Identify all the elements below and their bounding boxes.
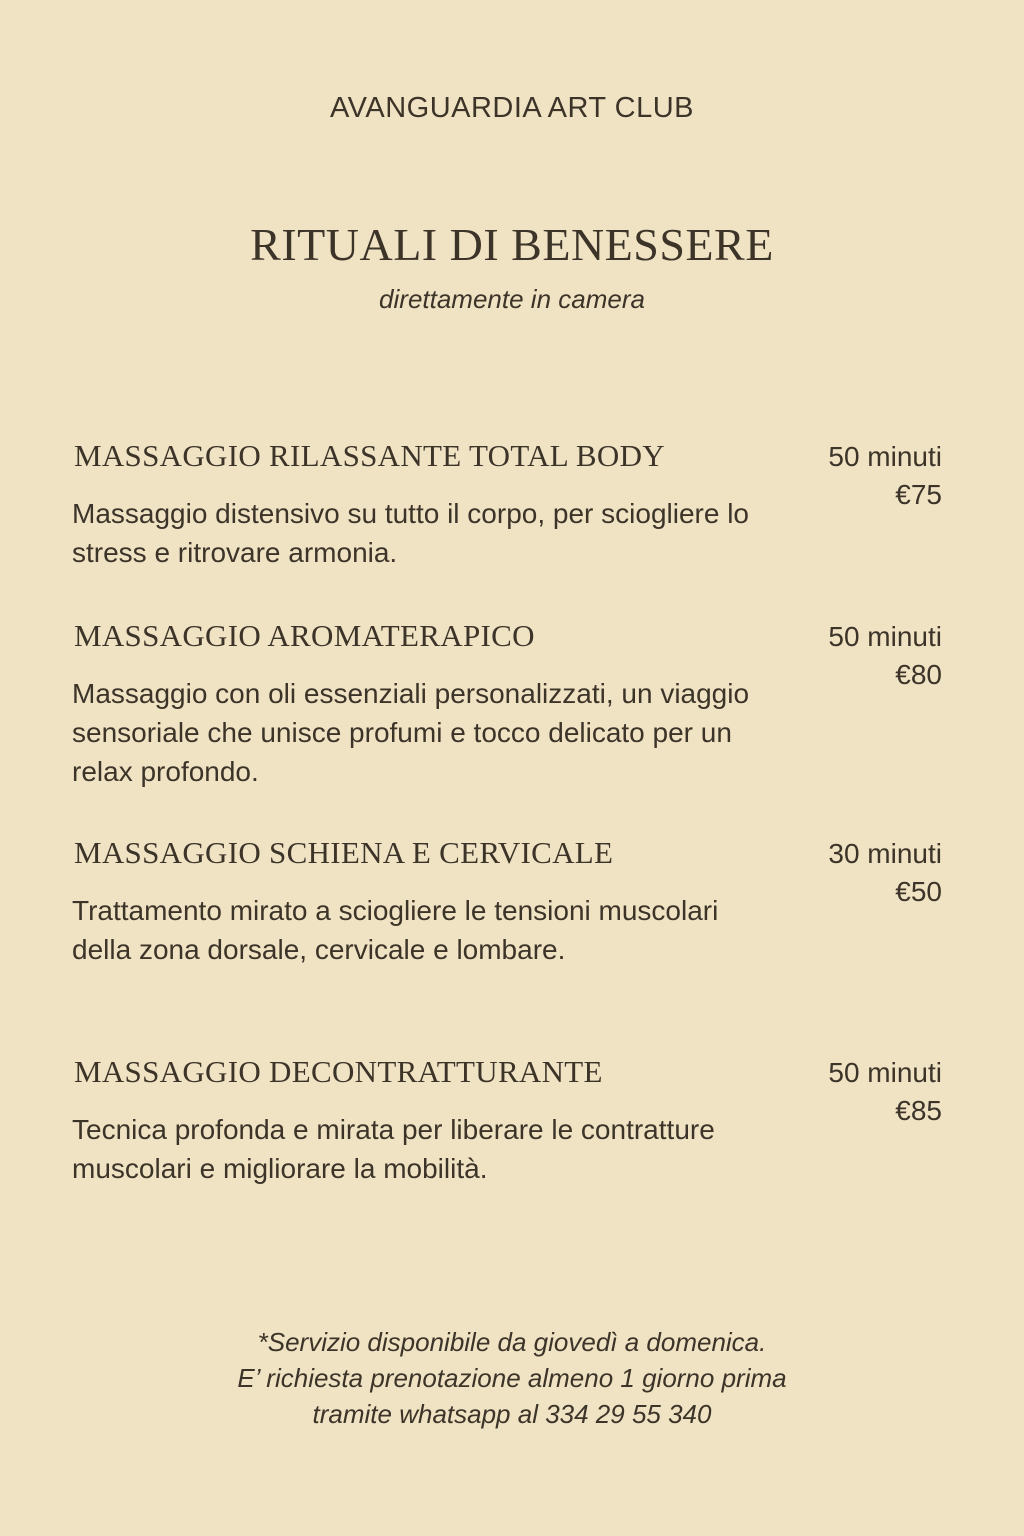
- footer-booking: E’ richiesta prenotazione almeno 1 giorno prima: [237, 1363, 787, 1393]
- treatment-name: MASSAGGIO SCHIENA E CERVICALE: [74, 835, 614, 870]
- treatment-meta: [828, 835, 942, 911]
- treatment-price: €85: [895, 1095, 942, 1126]
- treatment-meta: [828, 1054, 942, 1130]
- treatment-description: Tecnica profonda e mirata per liberare le contratture muscolari e migliorare la mobilità.: [72, 1114, 715, 1184]
- treatment-price: €80: [895, 659, 942, 690]
- treatment-description: Massaggio distensivo su tutto il corpo, per sciogliere lo stress e ritrovare armonia.: [72, 498, 750, 568]
- page-subtitle: direttamente in camera: [379, 284, 645, 314]
- footer-availability: *Servizio disponibile da giovedì a domenica.: [257, 1327, 767, 1357]
- treatment-meta: [828, 618, 942, 694]
- treatment-name: MASSAGGIO RILASSANTE TOTAL BODY: [74, 438, 665, 473]
- treatment-duration: 30 minuti: [828, 838, 942, 869]
- treatment-price: €75: [895, 479, 942, 510]
- treatment-duration: 50 minuti: [828, 1057, 942, 1088]
- club-name: AVANGUARDIA ART CLUB: [329, 92, 695, 124]
- treatment-duration: 50 minuti: [828, 621, 942, 652]
- treatment-name: MASSAGGIO AROMATERAPICO: [74, 618, 535, 653]
- treatment-description: Massaggio con oli essenziali personalizzati, un viaggio sensoriale che unisce profumi e tocco delicato per un relax profondo.: [72, 678, 750, 787]
- footer-note: [0, 1324, 1024, 1432]
- page-title: RITUALI DI BENESSERE: [250, 219, 774, 270]
- treatment-meta: [828, 438, 942, 514]
- footer-whatsapp: tramite whatsapp al 334 29 55 340: [312, 1399, 712, 1429]
- treatment-duration: 50 minuti: [828, 441, 942, 472]
- treatment-price: €50: [895, 876, 942, 907]
- treatment-description: Trattamento mirato a sciogliere le tensioni muscolari della zona dorsale, cervicale e lombare.: [72, 895, 719, 965]
- treatment-name: MASSAGGIO DECONTRATTURANTE: [74, 1054, 603, 1089]
